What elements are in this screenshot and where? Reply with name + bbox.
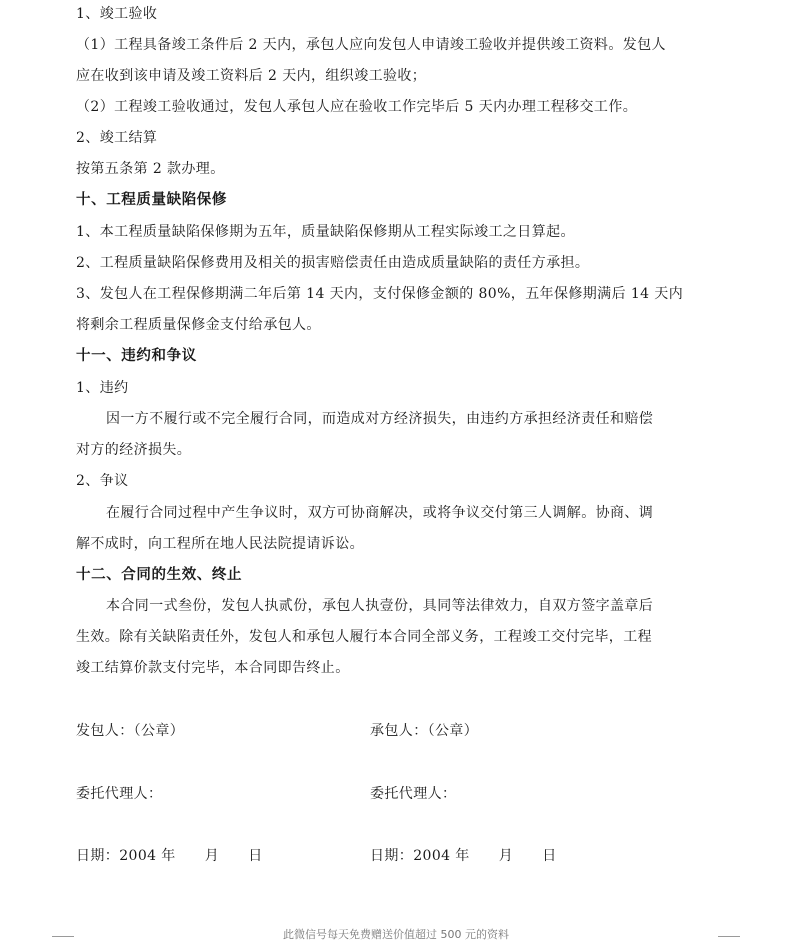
paragraph-line: 解不成时，向工程所在地人民法院提请诉讼。 [76, 536, 364, 552]
subsection-heading-completion-settlement: 2、竣工结算 [76, 130, 158, 146]
contractor-seal-label: 承包人：（公章） [370, 723, 479, 739]
subsection-heading-breach: 1、违约 [76, 380, 129, 396]
contractor-date-label: 日期：2004 年 月 日 [370, 848, 557, 864]
employer-date-label: 日期：2004 年 月 日 [76, 848, 263, 864]
paragraph-line: 1、本工程质量缺陷保修期为五年，质量缺陷保修期从工程实际竣工之日算起。 [76, 224, 575, 240]
contractor-agent-label: 委托代理人： [370, 786, 457, 802]
employer-agent-label: 委托代理人： [76, 786, 163, 802]
subsection-heading-completion-acceptance: 1、竣工验收 [76, 6, 158, 22]
footer-note: 此微信号每天免费赠送价值超过 500 元的资料 [283, 928, 509, 941]
paragraph-line: （1）工程具备竣工条件后 2 天内，承包人应向发包人申请竣工验收并提供竣工资料。发包人 [76, 37, 666, 53]
paragraph-line: 2、工程质量缺陷保修费用及相关的损害赔偿责任由造成质量缺陷的责任方承担。 [76, 255, 590, 271]
section-heading-breach-disputes: 十一、违约和争议 [76, 347, 197, 364]
paragraph-line: 应在收到该申请及竣工资料后 2 天内，组织竣工验收； [76, 68, 427, 84]
paragraph-line: 按第五条第 2 款办理。 [76, 161, 225, 177]
employer-seal-label: 发包人：（公章） [76, 723, 185, 739]
paragraph-line: 在履行合同过程中产生争议时，双方可协商解决，或将争议交付第三人调解。协商、调 [106, 505, 654, 521]
paragraph-line: 对方的经济损失。 [76, 442, 192, 458]
paragraph-line: 将剩余工程质量保修金支付给承包人。 [76, 317, 321, 333]
paragraph-line: 竣工结算价款支付完毕，本合同即告终止。 [76, 660, 350, 676]
subsection-heading-disputes: 2、争议 [76, 473, 129, 489]
paragraph-line: 生效。除有关缺陷责任外，发包人和承包人履行本合同全部义务，工程竣工交付完毕，工程 [76, 629, 652, 645]
section-heading-effect-termination: 十二、合同的生效、终止 [76, 566, 243, 583]
paragraph-line: 3、发包人在工程保修期满二年后第 14 天内，支付保修金额的 80%，五年保修期满后 14 天内 [76, 286, 684, 302]
paragraph-line: 因一方不履行或不完全履行合同，而造成对方经济损失，由违约方承担经济责任和赔偿 [106, 411, 654, 427]
paragraph-line: 本合同一式叁份，发包人执贰份，承包人执壹份，具同等法律效力，自双方签字盖章后 [106, 598, 654, 614]
section-heading-quality-warranty: 十、工程质量缺陷保修 [76, 191, 227, 208]
paragraph-line: （2）工程竣工验收通过，发包人承包人应在验收工作完毕后 5 天内办理工程移交工作。 [76, 99, 638, 115]
